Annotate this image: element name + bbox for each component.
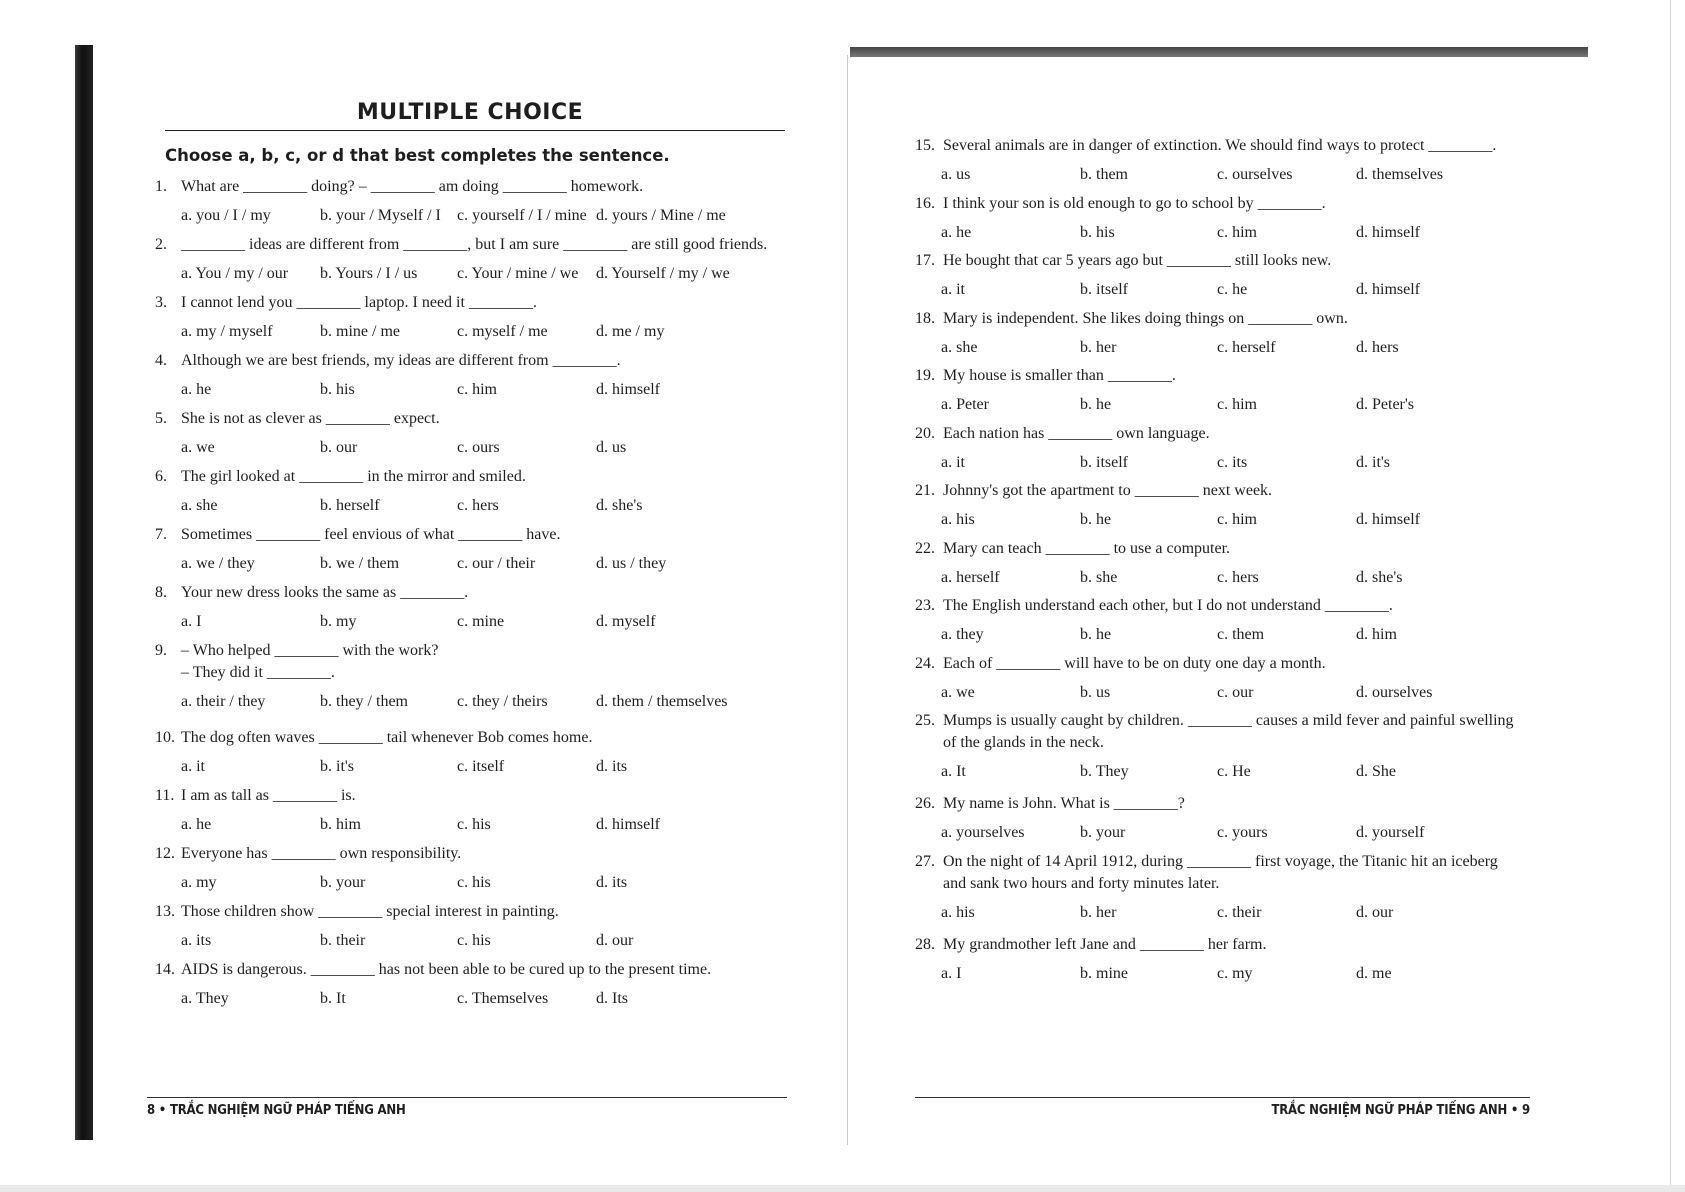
answer-option[interactable]: a. he (941, 223, 972, 241)
answer-option[interactable]: c. our / their (457, 555, 536, 572)
question-sentence: Each nation has ________ own language. (943, 424, 1210, 442)
answer-options (155, 495, 785, 517)
question-sentence: She is not as clever as ________ expect. (181, 410, 440, 427)
answer-option[interactable]: c. they / theirs (457, 693, 548, 710)
answer-option[interactable]: d. Yourself / my / we (596, 265, 730, 282)
answer-option[interactable]: c. Themselves (457, 990, 549, 1007)
question-item (915, 308, 1535, 366)
question-text (915, 653, 1535, 675)
question-sentence: What are ________ doing? – ________ am doing ________ homework. (181, 178, 644, 195)
question-text (155, 640, 785, 662)
answer-option[interactable]: d. she's (1356, 568, 1403, 586)
question-number: 18. (915, 309, 935, 327)
answer-option[interactable]: a. I (181, 613, 202, 630)
answer-option[interactable]: b. he (1080, 626, 1112, 643)
answer-option[interactable]: d. myself (596, 613, 656, 630)
question-text-continued: of the glands in the neck. (943, 734, 1104, 751)
question-item (155, 234, 785, 292)
answer-option[interactable]: d. him (1356, 626, 1397, 643)
question-text (915, 793, 1535, 815)
answer-option[interactable]: a. Peter (941, 396, 989, 413)
footer-divider (915, 1097, 1530, 1098)
answer-option[interactable]: d. our (1356, 903, 1394, 921)
question-sentence: AIDS is dangerous. ________ has not been able to be cured up to the present time. (181, 961, 712, 978)
question-sentence: Although we are best friends, my ideas are different from ________. (181, 352, 621, 369)
answer-option[interactable]: a. I (941, 964, 962, 982)
question-sentence: My house is smaller than ________. (943, 367, 1176, 384)
answer-option[interactable]: c. he (1217, 281, 1248, 298)
question-text (915, 250, 1535, 272)
answer-options (915, 337, 1535, 359)
answer-option[interactable]: d. them / themselves (596, 693, 728, 710)
question-sentence: Mumps is usually caught by children. ________ causes a mild fever and painful swelling (943, 712, 1514, 729)
answer-option[interactable]: c. mine (457, 613, 505, 630)
answer-options (915, 682, 1535, 704)
answer-options (155, 321, 785, 343)
answer-options (155, 205, 785, 227)
answer-option[interactable]: a. she (181, 497, 218, 514)
question-text (155, 785, 785, 807)
answer-options (915, 567, 1535, 589)
answer-options (915, 452, 1535, 474)
question-number: 27. (915, 852, 935, 870)
answer-option[interactable]: d. yours / Mine / me (596, 207, 726, 224)
answer-options (915, 822, 1535, 844)
question-item (155, 466, 785, 524)
answer-option[interactable]: b. herself (320, 497, 380, 514)
question-text (155, 466, 785, 488)
page-right-edge (1670, 0, 1671, 1192)
answer-option[interactable]: a. You / my / our (181, 265, 289, 282)
answer-option[interactable]: b. he (1080, 511, 1112, 528)
answer-options (155, 437, 785, 459)
question-item (915, 653, 1535, 711)
question-number: 15. (915, 137, 935, 154)
question-text (915, 595, 1535, 617)
answer-option[interactable]: d. me / my (596, 323, 665, 340)
page-bottom-edge (0, 1185, 1685, 1192)
question-sentence: Your new dress looks the same as ________. (181, 584, 469, 601)
answer-options (155, 691, 785, 713)
title-divider (165, 130, 785, 131)
answer-option[interactable]: b. itself (1080, 453, 1128, 471)
answer-option[interactable]: c. his (457, 816, 491, 833)
answer-option[interactable]: a. we / they (181, 555, 255, 572)
answer-option[interactable]: a. its (181, 932, 212, 949)
question-text (915, 365, 1535, 387)
question-item (915, 135, 1535, 193)
question-number: 14. (155, 961, 175, 978)
answer-option[interactable]: b. her (1080, 903, 1117, 921)
answer-option[interactable]: d. us / they (596, 555, 667, 572)
question-number: 5. (155, 410, 167, 427)
answer-options (155, 988, 785, 1010)
answer-options (155, 553, 785, 575)
answer-option[interactable]: d. our (596, 932, 634, 949)
question-text (155, 727, 785, 749)
answer-option[interactable]: a. their / they (181, 693, 266, 710)
answer-options (915, 222, 1535, 244)
answer-option[interactable]: c. him (1217, 511, 1257, 528)
question-text (915, 423, 1535, 445)
answer-option[interactable]: b. my (320, 613, 357, 630)
answer-options (915, 761, 1535, 783)
answer-option[interactable]: c. its (1217, 453, 1248, 471)
question-number: 26. (915, 795, 935, 812)
question-sentence: The dog often waves ________ tail whenever Bob comes home. (181, 729, 593, 746)
page-footer: 8 • TRẮC NGHIỆM NGỮ PHÁP TIẾNG ANH (147, 1103, 406, 1118)
page-top-edge (850, 47, 1588, 57)
question-text (155, 350, 785, 372)
question-text (915, 308, 1535, 330)
question-number: 23. (915, 597, 935, 614)
question-number: 13. (155, 903, 175, 920)
question-item (155, 292, 785, 350)
answer-option[interactable]: c. my (1217, 964, 1253, 982)
question-sentence: – Who helped ________ with the work? (181, 642, 439, 659)
answer-option[interactable]: a. we (181, 439, 215, 456)
answer-option[interactable]: a. yourselves (941, 824, 1025, 841)
question-sentence: Several animals are in danger of extinction. We should find ways to protect ________. (943, 137, 1497, 154)
answer-option[interactable]: a. she (941, 338, 978, 356)
question-sentence: Those children show ________ special interest in painting. (181, 903, 559, 920)
answer-option[interactable]: a. It (941, 763, 966, 780)
question-sentence: ________ ideas are different from ________, but I am sure ________ are still good friends. (181, 236, 768, 253)
answer-option[interactable]: d. himself (596, 381, 660, 398)
answer-option[interactable]: b. we / them (320, 555, 400, 572)
question-number: 7. (155, 526, 167, 543)
question-sentence: I think your son is old enough to go to school by ________. (943, 194, 1326, 212)
answer-option[interactable]: d. its (596, 758, 628, 775)
question-item (915, 250, 1535, 308)
question-item (155, 727, 785, 785)
answer-option[interactable]: a. his (941, 511, 975, 528)
question-text (155, 292, 785, 314)
question-text (155, 524, 785, 546)
answer-option[interactable]: c. his (457, 874, 491, 891)
answer-option[interactable]: c. ourselves (1217, 166, 1293, 183)
question-sentence: I am as tall as ________ is. (181, 787, 356, 804)
answer-option[interactable]: a. they (941, 626, 984, 643)
question-item (155, 350, 785, 408)
answer-option[interactable]: b. mine (1080, 964, 1128, 982)
instruction: Choose a, b, c, or d that best completes the sentence. (165, 146, 670, 165)
answer-options (915, 394, 1535, 416)
question-number: 6. (155, 468, 167, 485)
answer-option[interactable]: d. Peter's (1356, 396, 1414, 413)
question-number: 8. (155, 584, 167, 601)
question-text (915, 710, 1535, 732)
answer-options (155, 611, 785, 633)
question-text-continued: and sank two hours and forty minutes later. (943, 874, 1220, 892)
answer-option[interactable]: a. my / myself (181, 323, 273, 340)
answer-option[interactable]: b. him (320, 816, 361, 833)
answer-option[interactable]: b. It (320, 990, 346, 1007)
answer-option[interactable]: d. me (1356, 964, 1392, 982)
page-footer: TRẮC NGHIỆM NGỮ PHÁP TIẾNG ANH • 9 (1271, 1103, 1530, 1118)
question-text (155, 408, 785, 430)
answer-option[interactable]: c. them (1217, 626, 1265, 643)
answer-option[interactable]: d. it's (1356, 453, 1390, 471)
question-text (915, 538, 1535, 560)
question-text (155, 843, 785, 865)
answer-options (915, 279, 1535, 301)
question-item (915, 365, 1535, 423)
answer-option[interactable]: d. himself (596, 816, 660, 833)
question-text (915, 193, 1535, 215)
answer-options (915, 509, 1535, 531)
question-number: 16. (915, 194, 935, 212)
answer-option[interactable]: d. its (596, 874, 628, 891)
answer-option[interactable]: c. herself (1217, 338, 1276, 356)
question-text (915, 851, 1535, 873)
answer-option[interactable]: b. their (320, 932, 366, 949)
question-item (915, 423, 1535, 481)
question-text-continued: – They did it ________. (181, 664, 335, 681)
answer-option[interactable]: b. our (320, 439, 358, 456)
answer-option[interactable]: b. your (1080, 824, 1126, 841)
question-item (915, 934, 1535, 992)
question-text (155, 582, 785, 604)
answer-option[interactable]: d. us (596, 439, 627, 456)
question-item (155, 582, 785, 640)
question-item (155, 408, 785, 466)
answer-option[interactable]: b. his (1080, 223, 1115, 241)
question-item (915, 480, 1535, 538)
answer-option[interactable]: a. us (941, 166, 971, 183)
question-item (915, 538, 1535, 596)
answer-option[interactable]: b. his (320, 381, 355, 398)
question-sentence: The English understand each other, but I do not understand ________. (943, 597, 1393, 614)
answer-options (915, 902, 1535, 924)
answer-option[interactable]: b. he (1080, 396, 1112, 413)
answer-option[interactable]: a. he (181, 816, 212, 833)
page-fold (847, 55, 848, 1145)
question-item (915, 851, 1535, 934)
question-number: 24. (915, 654, 935, 672)
answer-option[interactable]: d. himself (1356, 281, 1420, 298)
answer-option[interactable]: a. you / I / my (181, 207, 271, 224)
answer-options (155, 379, 785, 401)
answer-options (915, 624, 1535, 646)
answer-option[interactable]: d. She (1356, 763, 1396, 780)
question-sentence: I cannot lend you ________ laptop. I need it ________. (181, 294, 537, 311)
question-item (155, 843, 785, 901)
question-sentence: Johnny's got the apartment to ________ next week. (943, 482, 1273, 499)
answer-option[interactable]: c. hers (457, 497, 499, 514)
question-sentence: The girl looked at ________ in the mirror and smiled. (181, 468, 526, 485)
answer-option[interactable]: d. yourself (1356, 824, 1425, 841)
answer-option[interactable]: d. himself (1356, 511, 1420, 528)
question-item (155, 785, 785, 843)
answer-option[interactable]: a. herself (941, 568, 1000, 586)
question-text (155, 176, 785, 198)
answer-option[interactable]: c. him (1217, 396, 1257, 413)
answer-option[interactable]: d. themselves (1356, 166, 1444, 183)
answer-options (915, 164, 1535, 186)
answer-options (155, 814, 785, 836)
question-number: 25. (915, 712, 935, 729)
question-number: 9. (155, 642, 167, 659)
answer-option[interactable]: c. myself / me (457, 323, 548, 340)
question-number: 10. (155, 729, 175, 746)
answer-option[interactable]: b. them (1080, 166, 1128, 183)
answer-option[interactable]: b. she (1080, 568, 1118, 586)
answer-option[interactable]: b. her (1080, 338, 1117, 356)
question-number: 2. (155, 236, 167, 253)
question-item (915, 193, 1535, 251)
question-sentence: Everyone has ________ own responsibility. (181, 845, 462, 862)
answer-option[interactable]: d. she's (596, 497, 643, 514)
question-number: 22. (915, 539, 935, 557)
answer-options (155, 263, 785, 285)
answer-option[interactable]: a. my (181, 874, 217, 891)
answer-option[interactable]: a. it (181, 758, 205, 775)
answer-option[interactable]: d. hers (1356, 338, 1399, 356)
book-spine-shadow (75, 45, 93, 1140)
answer-option[interactable]: a. it (941, 281, 965, 298)
question-item (155, 959, 785, 1017)
question-sentence: On the night of 14 April 1912, during ________ first voyage, the Titanic hit an iceberg (943, 852, 1498, 870)
question-number: 3. (155, 294, 167, 311)
answer-option[interactable]: c. ours (457, 439, 500, 456)
question-number: 12. (155, 845, 175, 862)
question-list-right (915, 135, 1535, 991)
question-sentence: Mary is independent. She likes doing things on ________ own. (943, 309, 1348, 327)
question-number: 20. (915, 424, 935, 442)
answer-option[interactable]: d. Its (596, 990, 628, 1007)
answer-option[interactable]: c. him (457, 381, 497, 398)
footer-divider (147, 1097, 787, 1098)
answer-option[interactable]: c. itself (457, 758, 505, 775)
answer-option[interactable]: b. they / them (320, 693, 408, 710)
question-item (155, 901, 785, 959)
answer-option[interactable]: b. They (1080, 763, 1129, 780)
question-text (155, 901, 785, 923)
answer-options (155, 872, 785, 894)
question-sentence: My grandmother left Jane and ________ her farm. (943, 935, 1267, 953)
question-item (155, 640, 785, 727)
question-text (915, 135, 1535, 157)
question-text (915, 934, 1535, 956)
answer-option[interactable]: b. your (320, 874, 366, 891)
question-sentence: Sometimes ________ feel envious of what ________ have. (181, 526, 561, 543)
question-number: 28. (915, 935, 935, 953)
question-number: 4. (155, 352, 167, 369)
question-item (915, 793, 1535, 851)
answer-option[interactable]: c. hers (1217, 568, 1259, 586)
question-item (915, 595, 1535, 653)
answer-option[interactable]: c. Your / mine / we (457, 265, 579, 282)
answer-option[interactable]: c. our (1217, 683, 1254, 701)
question-sentence: Each of ________ will have to be on duty one day a month. (943, 654, 1326, 672)
answer-option[interactable]: a. They (181, 990, 229, 1007)
answer-option[interactable]: c. He (1217, 763, 1251, 780)
answer-option[interactable]: d. ourselves (1356, 683, 1433, 701)
answer-option[interactable]: c. their (1217, 903, 1262, 921)
answer-option[interactable]: d. himself (1356, 223, 1420, 241)
question-text (155, 234, 785, 256)
answer-option[interactable]: c. yourself / I / mine (457, 207, 587, 224)
answer-option[interactable]: b. mine / me (320, 323, 400, 340)
question-number: 21. (915, 482, 935, 499)
answer-option[interactable]: b. your / Myself / I (320, 207, 441, 224)
answer-option[interactable]: b. it's (320, 758, 354, 775)
answer-option[interactable]: a. we (941, 683, 975, 701)
answer-option[interactable]: a. his (941, 903, 975, 921)
answer-options (915, 963, 1535, 985)
page-title: MULTIPLE CHOICE (356, 100, 584, 125)
question-sentence: My name is John. What is ________? (943, 795, 1185, 812)
question-number: 11. (155, 787, 175, 804)
question-list-left (155, 176, 785, 1017)
question-number: 17. (915, 252, 935, 269)
answer-options (155, 930, 785, 952)
question-sentence: Mary can teach ________ to use a computer. (943, 539, 1231, 557)
question-text (915, 480, 1535, 502)
answer-option[interactable]: c. yours (1217, 824, 1268, 841)
question-number: 1. (155, 178, 167, 195)
question-text (155, 959, 785, 981)
question-item (915, 710, 1535, 793)
answer-option[interactable]: a. it (941, 453, 965, 471)
question-item (155, 524, 785, 582)
question-number: 19. (915, 367, 935, 384)
question-sentence: He bought that car 5 years ago but ________ still looks new. (943, 252, 1332, 269)
question-item (155, 176, 785, 234)
answer-option[interactable]: b. us (1080, 683, 1111, 701)
answer-option[interactable]: c. him (1217, 223, 1257, 241)
answer-option[interactable]: a. he (181, 381, 212, 398)
answer-options (155, 756, 785, 778)
answer-option[interactable]: b. itself (1080, 281, 1128, 298)
answer-option[interactable]: b. Yours / I / us (320, 265, 418, 282)
answer-option[interactable]: c. his (457, 932, 491, 949)
